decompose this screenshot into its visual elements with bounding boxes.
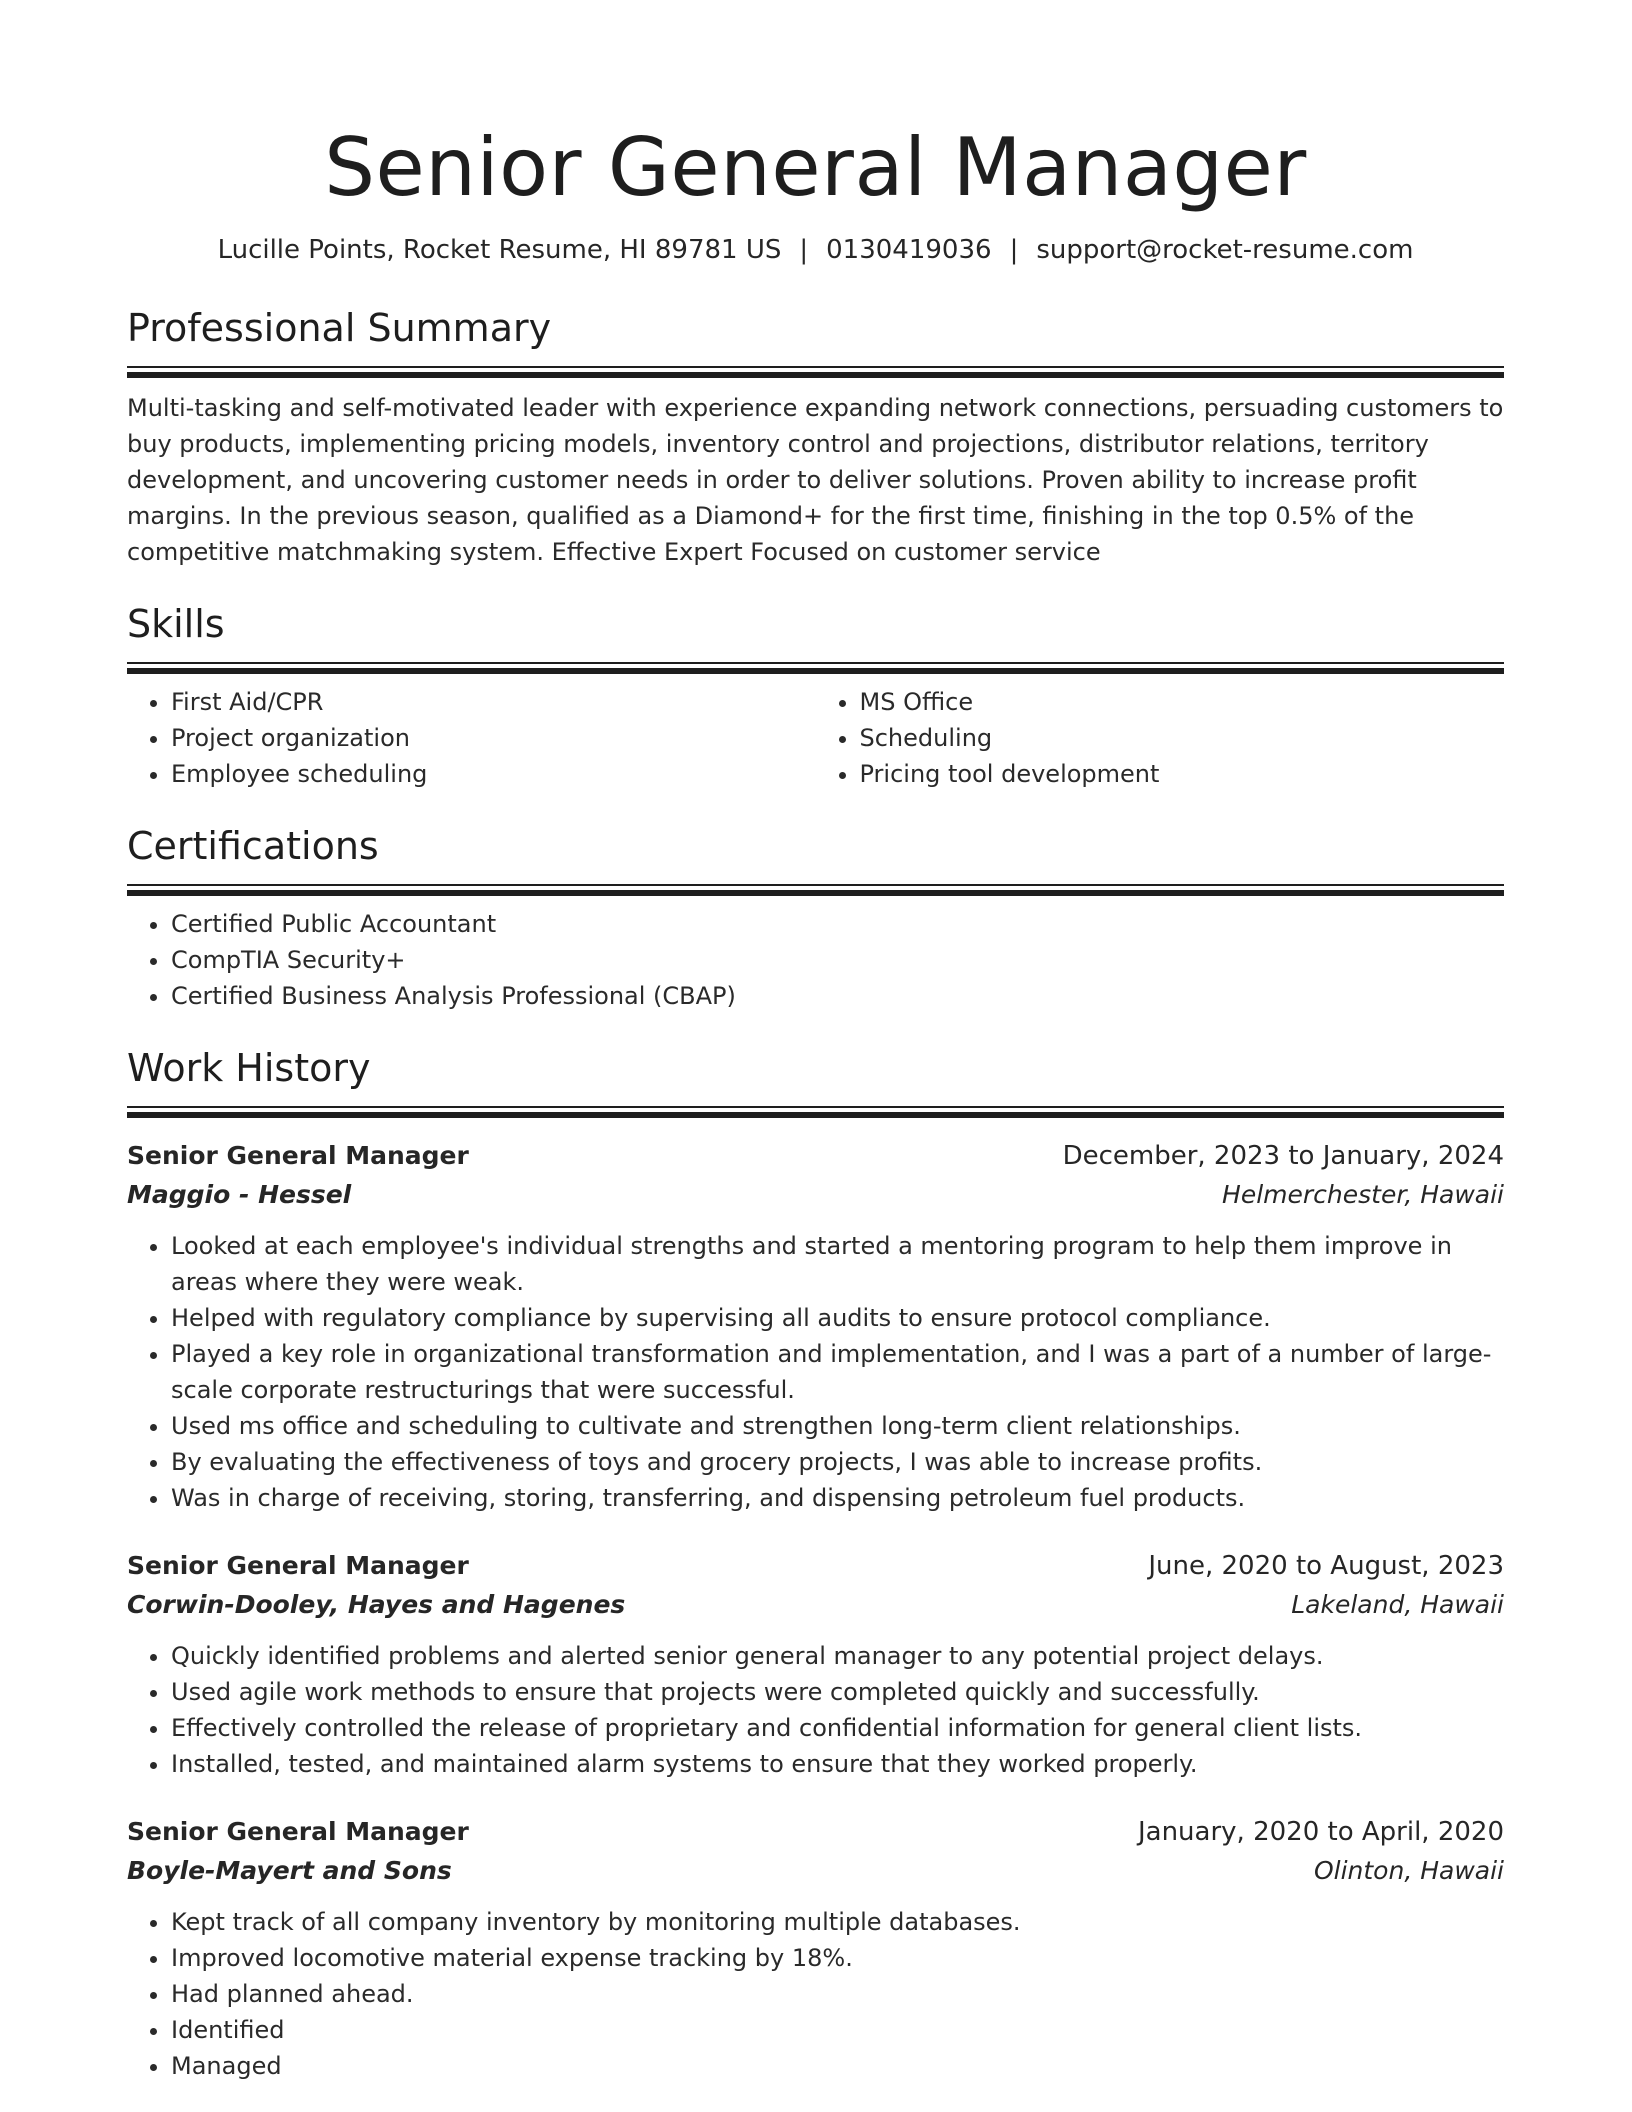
- certifications-list: [127, 906, 1504, 1014]
- skill-item: • Pricing tool development: [860, 756, 1505, 792]
- job-bullet: • By evaluating the effectiveness of toys and grocery projects, I was able to increase profits.: [171, 1444, 1504, 1480]
- job-bullet: • Used agile work methods to ensure that projects were completed quickly and successfully.: [171, 1674, 1504, 1710]
- certification-item: • CompTIA Security+: [171, 942, 1504, 978]
- job-company: Boyle-Mayert and Sons: [127, 1856, 452, 1885]
- summary-heading: Professional Summary: [127, 306, 552, 350]
- contact-line: [127, 232, 1504, 268]
- skill-item: • MS Office: [860, 684, 1505, 720]
- job-bullet: • Played a key role in organizational transformation and implementation, and I was a part of a number of large-scale corporate restructurings that were successful.: [171, 1336, 1504, 1408]
- job-dates: December, 2023 to January, 2024: [1062, 1141, 1504, 1171]
- work-history-heading: Work History: [127, 1046, 371, 1090]
- job-bullet: • Used ms office and scheduling to cultivate and strengthen long-term client relationships.: [171, 1408, 1504, 1444]
- job-company: Maggio - Hessel: [127, 1180, 352, 1209]
- job-bullet: • Kept track of all company inventory by monitoring multiple databases.: [171, 1904, 1504, 1940]
- section-divider: [127, 662, 1504, 674]
- skills-heading: Skills: [127, 602, 225, 646]
- skills-list-right: [816, 684, 1505, 792]
- contact-separator: |: [1009, 235, 1019, 265]
- work-history-section: [127, 1044, 1504, 2084]
- job-bullets: [127, 1638, 1504, 1782]
- job-bullets: [127, 1228, 1504, 1516]
- job-entry: [127, 1546, 1504, 1782]
- job-bullet: • Installed, tested, and maintained alarm systems to ensure that they worked properly.: [171, 1746, 1504, 1782]
- skill-item: • Scheduling: [860, 720, 1505, 756]
- contact-email: support@rocket-resume.com: [1036, 235, 1414, 265]
- resume-title: Senior General Manager: [324, 121, 1307, 214]
- job-company: Corwin-Dooley, Hayes and Hagenes: [127, 1590, 626, 1619]
- job-location: Olinton, Hawaii: [1313, 1856, 1504, 1885]
- skills-list-left: [127, 684, 816, 792]
- job-entry: [127, 1136, 1504, 1516]
- job-subheader-row: [127, 1176, 1504, 1214]
- summary-text: Multi-tasking and self-motivated leader with experience expanding network connections, persuading customers to buy products, implementing pricing models, inventory control and projections, distributor relations, territory development, and uncovering customer needs in order to deliver solutions. Proven ability to increase profit margins. In the previous season, qualified as a Diamond+ for the first time, finishing in the top 0.5% of the competitive matchmaking system. Effective Expert Focused on customer service: [127, 394, 1504, 566]
- skill-item: • Employee scheduling: [171, 756, 816, 792]
- job-location: Lakeland, Hawaii: [1291, 1590, 1504, 1619]
- certification-item: • Certified Public Accountant: [171, 906, 1504, 942]
- job-title: Senior General Manager: [127, 1817, 469, 1846]
- job-bullet: • Looked at each employee's individual strengths and started a mentoring program to help them improve in areas where they were weak.: [171, 1228, 1504, 1300]
- job-subheader-row: [127, 1852, 1504, 1890]
- job-bullets: [127, 1904, 1504, 2084]
- contact-separator: |: [799, 235, 809, 265]
- contact-address: Lucille Points, Rocket Resume, HI 89781 US: [217, 235, 782, 265]
- contact-phone: 0130419036: [826, 235, 992, 265]
- job-dates: January, 2020 to April, 2020: [1137, 1817, 1504, 1847]
- job-bullet: • Helped with regulatory compliance by supervising all audits to ensure protocol compliance.: [171, 1300, 1504, 1336]
- job-header-row: [127, 1136, 1504, 1176]
- certification-item: • Certified Business Analysis Professional (CBAP): [171, 978, 1504, 1014]
- job-bullet: • Managed: [171, 2048, 1504, 2084]
- section-divider: [127, 366, 1504, 378]
- job-bullet: • Effectively controlled the release of proprietary and confidential information for general client lists.: [171, 1710, 1504, 1746]
- certifications-heading: Certifications: [127, 824, 379, 868]
- skill-item: • First Aid/CPR: [171, 684, 816, 720]
- job-bullet: • Improved locomotive material expense tracking by 18%.: [171, 1940, 1504, 1976]
- skills-section: [127, 600, 1504, 792]
- section-divider: [127, 884, 1504, 896]
- job-location: Helmerchester, Hawaii: [1222, 1180, 1504, 1209]
- job-bullet: • Identified: [171, 2012, 1504, 2048]
- job-title: Senior General Manager: [127, 1551, 469, 1580]
- certifications-section: [127, 822, 1504, 1014]
- job-dates: June, 2020 to August, 2023: [1148, 1551, 1504, 1581]
- job-bullet: • Was in charge of receiving, storing, transferring, and dispensing petroleum fuel products.: [171, 1480, 1504, 1516]
- job-title: Senior General Manager: [127, 1141, 469, 1170]
- job-subheader-row: [127, 1586, 1504, 1624]
- resume-page: [127, 0, 1504, 2084]
- job-entry: [127, 1812, 1504, 2084]
- job-bullet: • Had planned ahead.: [171, 1976, 1504, 2012]
- section-divider: [127, 1106, 1504, 1118]
- skill-item: • Project organization: [171, 720, 816, 756]
- job-bullet: • Quickly identified problems and alerted senior general manager to any potential project delays.: [171, 1638, 1504, 1674]
- skills-grid: [127, 674, 1504, 792]
- job-header-row: [127, 1812, 1504, 1852]
- summary-section: [127, 304, 1504, 570]
- job-header-row: [127, 1546, 1504, 1586]
